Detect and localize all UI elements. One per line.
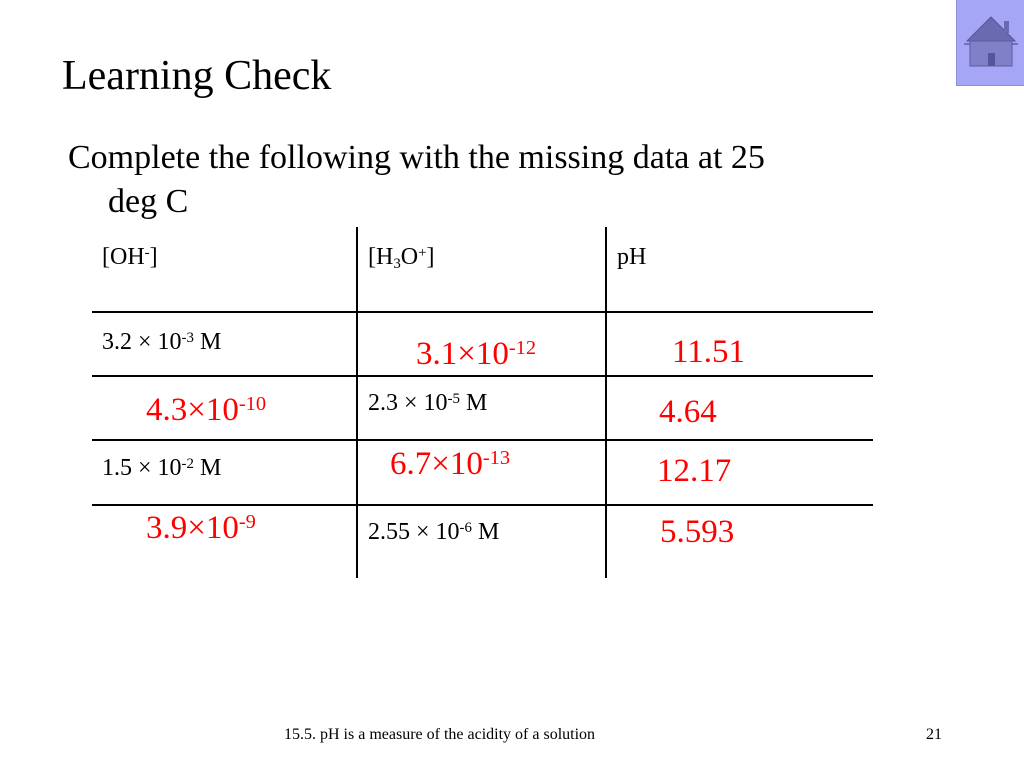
row2-h3o-value: $2.3 \times 10^{-5}$ M <box>368 390 488 416</box>
row3-h3o-answer: $6.7\times 10^{-13}$ <box>390 446 511 482</box>
column-divider <box>356 227 358 578</box>
house-icon <box>957 0 1024 86</box>
slide-title: Learning Check <box>62 53 332 99</box>
home-button[interactable] <box>956 0 1024 86</box>
header-ph: pH <box>617 244 647 270</box>
row-divider <box>92 375 873 377</box>
row1-oh-value: $3.2 \times 10^{-3}$ M <box>102 329 222 355</box>
instruction-text <box>68 136 765 224</box>
row1-ph-answer: 11.51 <box>672 334 746 370</box>
row2-ph-answer: 4.64 <box>659 394 717 430</box>
row4-oh-answer: $3.9\times 10^{-9}$ <box>146 510 256 546</box>
header-oh: [OH-] <box>102 244 158 270</box>
row-divider <box>92 311 873 313</box>
footer-text: 15.5. pH is a measure of the acidity of a solution <box>284 726 596 743</box>
row4-h3o-value: $2.55 \times 10^{-6}$ M <box>368 519 500 545</box>
row-divider <box>92 439 873 441</box>
row1-h3o-answer: $3.1\times 10^{-12}$ <box>416 336 537 372</box>
row3-ph-answer: 12.17 <box>657 453 732 489</box>
instruction-line-1: Complete the following with the missing data at 25 <box>68 139 765 176</box>
page-number: 21 <box>926 726 942 743</box>
row2-oh-answer: $4.3\times 10^{-10}$ <box>146 392 267 428</box>
row4-ph-answer: 5.593 <box>660 514 735 550</box>
row3-oh-value: $1.5 \times 10^{-2}$ M <box>102 455 222 481</box>
instruction-line-2: deg C <box>108 183 189 220</box>
header-h3o: $[H_3O^+]$ <box>368 244 435 273</box>
row-divider <box>92 504 873 506</box>
column-divider <box>605 227 607 578</box>
